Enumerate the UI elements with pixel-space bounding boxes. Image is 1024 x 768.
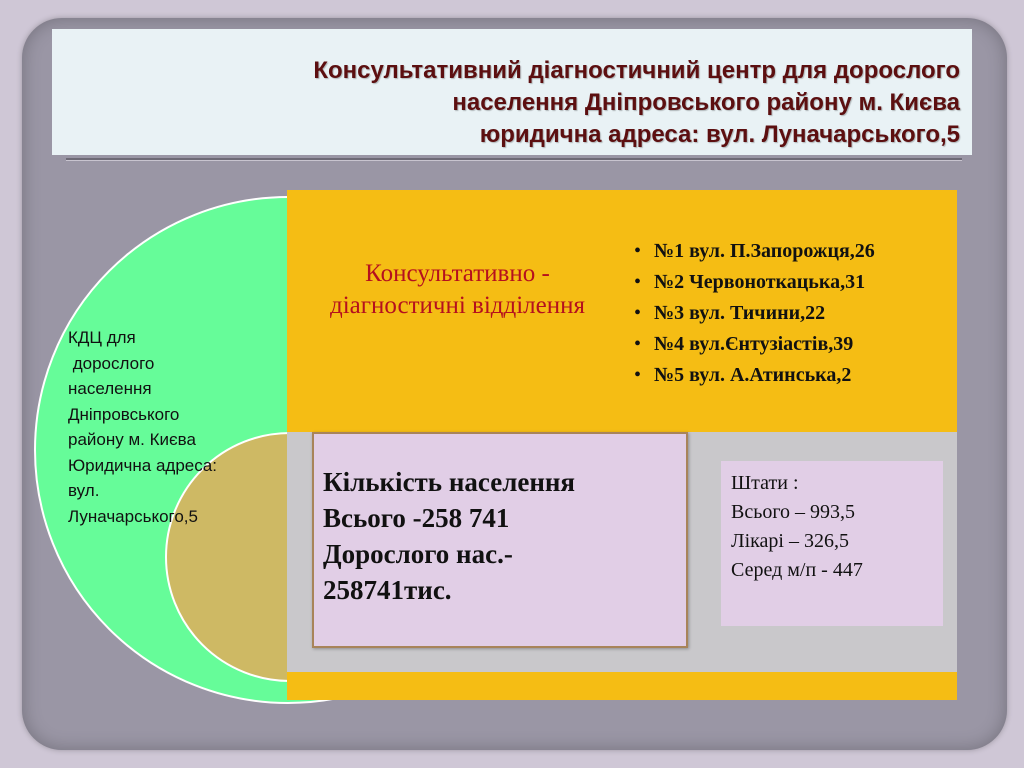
center-line-1: КДЦ для bbox=[68, 328, 136, 347]
staff-doctors: Лікарі – 326,5 bbox=[731, 530, 849, 552]
center-line-3: населення bbox=[68, 379, 152, 398]
branch-item-4: • №4 вул.Єнтузіастів,39 bbox=[634, 329, 875, 360]
slide-title bbox=[100, 55, 960, 151]
branch-item-2: • №2 Червоноткацька,31 bbox=[634, 267, 875, 298]
title-line-2: населення Дніпровського району м. Києва bbox=[452, 89, 960, 116]
departments-heading: Консультативно - діагностичні відділення bbox=[329, 260, 586, 319]
center-line-6: Юридична адреса: bbox=[68, 455, 217, 475]
population-box bbox=[312, 432, 688, 648]
center-line-5: району м. Києва bbox=[68, 430, 196, 449]
title-line-3: юридична адреса: вул. Луначарського,5 bbox=[479, 121, 960, 148]
population-adult-value: 258741тис. bbox=[323, 575, 452, 605]
staff-box bbox=[721, 461, 943, 626]
branch-list bbox=[634, 236, 875, 391]
branch-item-5: • №5 вул. А.Атинська,2 bbox=[634, 360, 875, 391]
population-adult-label: Дорослого нас.- bbox=[323, 539, 513, 569]
branch-item-3: • №3 вул. Тичини,22 bbox=[634, 298, 875, 329]
center-line-7: вул. bbox=[68, 481, 100, 500]
title-divider bbox=[66, 158, 962, 161]
center-line-4: Дніпровського bbox=[68, 404, 180, 424]
population-heading: Кількість населення bbox=[323, 467, 576, 497]
staff-heading: Штати : bbox=[731, 472, 799, 494]
staff-total: Всього – 993,5 bbox=[731, 501, 856, 523]
title-line-1: Консультативний діагностичний центр для дорослого bbox=[313, 57, 960, 84]
center-line-2: дорослого bbox=[68, 353, 155, 373]
center-line-8: Луначарського,5 bbox=[68, 506, 198, 526]
center-description bbox=[68, 325, 288, 529]
population-total: Всього -258 741 bbox=[323, 503, 510, 533]
branch-item-1: • №1 вул. П.Запорожця,26 bbox=[634, 236, 875, 267]
staff-nurses: Серед м/п - 447 bbox=[731, 559, 863, 581]
